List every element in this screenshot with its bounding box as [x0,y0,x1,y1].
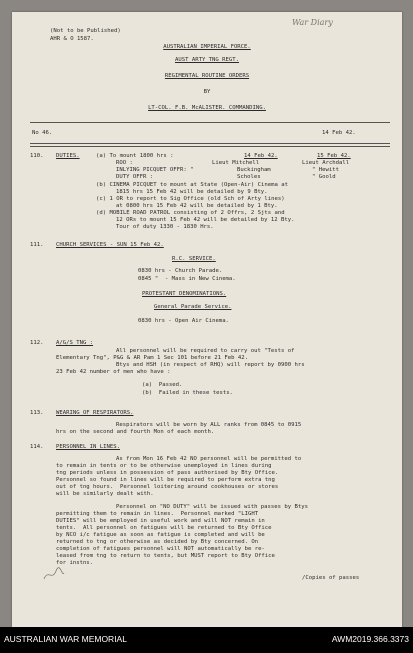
section-line: (d) MOBILE ROAD PATROL consisting of 2 Offrs, 2 Sjts and [96,210,285,216]
subheading: General Parade Service. [154,304,232,310]
section-number: 110. [30,153,44,159]
duty-name: " Goold [312,174,336,180]
handwritten-mark [42,567,66,583]
section-line: 1815 hrs 15 Feb 42 will be detailed by 9 Bty. [116,189,268,195]
order-date: 14 Feb 42. [322,130,356,136]
service-line: 0830 hrs - Church Parade. [138,268,223,274]
duty-name: Buckingham [237,167,271,173]
section-line: by NCO i/c fatigue as soon as fatigue is completed and will be [56,532,265,538]
document-reference: AHR & O 1587. [50,36,94,42]
section-line: tng periods unless in possession of pass authorised by Bty Office. [56,470,279,476]
duty-name: " Hewitt [312,167,339,173]
order-number: No 46. [32,130,53,136]
duty-name: Lieut Archdall [302,160,350,166]
section-line: for instns. [56,560,94,566]
section-line: (a) To mount 1800 hrs : [96,153,174,159]
footer-institution: AUSTRALIAN WAR MEMORIAL [4,634,127,644]
title-line-2: AUST ARTY TNG REGT. [175,57,239,63]
column-date: 15 Feb 42. [317,153,351,159]
title-line-5: LT-COL. F.B. McALISTER. COMMANDING. [148,105,266,111]
service-line: 0830 hrs - Open Air Cinema. [138,318,229,324]
section-line: Btys and HSH (in respect of RHQ) will report by 0900 hrs [116,362,305,368]
duty-label: DUTY OFFR : [116,174,154,180]
section-line: tents. All personnel on fatigues will be returned to Bty Office [56,525,272,531]
document-page [12,12,402,627]
section-line: As from Mon 16 Feb 42 NO personnel will be permitted to [116,456,302,462]
divider [30,146,390,147]
continuation-note: /Copies of passes [302,575,360,581]
title-line-3: REGIMENTAL ROUTINE ORDERS [164,73,250,79]
section-line: DUTIES" will be employed in useful work and will NOT remain in [56,518,265,524]
section-line: 12 ORs to mount 15 Feb 42 will be detailed by 12 Bty. [116,217,295,223]
divider [30,122,390,123]
duty-label: INLYING PICQUET OFFR: " [116,167,194,173]
service-line: 0845 " - Mass in New Cinema. [138,276,236,282]
section-line: Personnel on "NO DUTY" will be issued with passes by Btys [116,504,308,510]
section-number: 112. [30,340,44,346]
handwritten-note: War Diary [292,18,333,27]
section-line: Respirators will be worn by ALL ranks from 0845 to 0915 [116,422,302,428]
section-title: CHURCH SERVICES - SUN 15 Feb 42. [56,242,164,248]
section-line: to remain in tents or to be otherwise unemployed in lines during [56,463,272,469]
archive-footer [0,627,413,653]
section-line: out of tng hours. Personnel loitering around cookhouses or stores [56,484,279,490]
duty-name: Scholes [237,174,261,180]
not-published-note: (Not to be Published) [50,28,121,34]
section-title: A/G/S TNG : [56,340,94,346]
section-line: (a) Passed. [142,382,183,388]
section-line: Personnel so found in lines will be required to perform extra tng [56,477,275,483]
column-date: 14 Feb 42. [244,153,278,159]
divider [30,143,390,144]
section-line: 23 Feb 42 number of men who have : [56,369,171,375]
section-title: DUTIES. [56,153,80,159]
section-line: at 0800 hrs 15 Feb 42 will be detailed by 1 Bty. [116,203,278,209]
section-line: leased from tng to return to tents, but MUST report to Bty Office [56,553,275,559]
section-line: (c) 1 OR to report to Sig Office (old Sch of Arty lines) [96,196,285,202]
section-title: PERSONNEL IN LINES. [56,444,120,450]
duty-name: Lieut Mitchell [212,160,260,166]
section-number: 113. [30,410,44,416]
subheading: PROTESTANT DENOMINATIONS. [142,291,227,297]
section-line: All personnel will be required to carry out "Tests of [116,348,295,354]
section-number: 114. [30,444,44,450]
section-number: 111. [30,242,44,248]
section-line: will be similarly dealt with. [56,491,154,497]
section-title: WEARING OF RESPIRATORS. [56,410,134,416]
section-line: completion of fatigues personnel will NOT automatically be re- [56,546,265,552]
title-line-4: BY [203,89,211,95]
duty-label: ROO : [116,160,133,166]
section-line: (b) CINEMA PICQUET to mount at State (Open-Air) Cinema at [96,182,288,188]
section-line: permitting them to remain in lines. Personnel marked "LIGHT [56,511,259,517]
title-line-1: AUSTRALIAN IMPERIAL FORCE. [163,44,251,50]
section-line: Elementary Tng", P&G & AR Pam 1 Sec 101 before 21 Feb 42. [56,355,248,361]
footer-accession-number: AWM2019.366.3373 [331,634,409,644]
section-line: returned to tng or otherwise as decided by Bty concerned. On [56,539,259,545]
section-line: Tour of duty 1330 - 1830 Hrs. [116,224,214,230]
section-line: hrs on the second and fourth Mon of each month. [56,429,215,435]
section-line: (b) Failed in these tests. [142,390,233,396]
subheading: R.C. SERVICE. [172,256,216,262]
